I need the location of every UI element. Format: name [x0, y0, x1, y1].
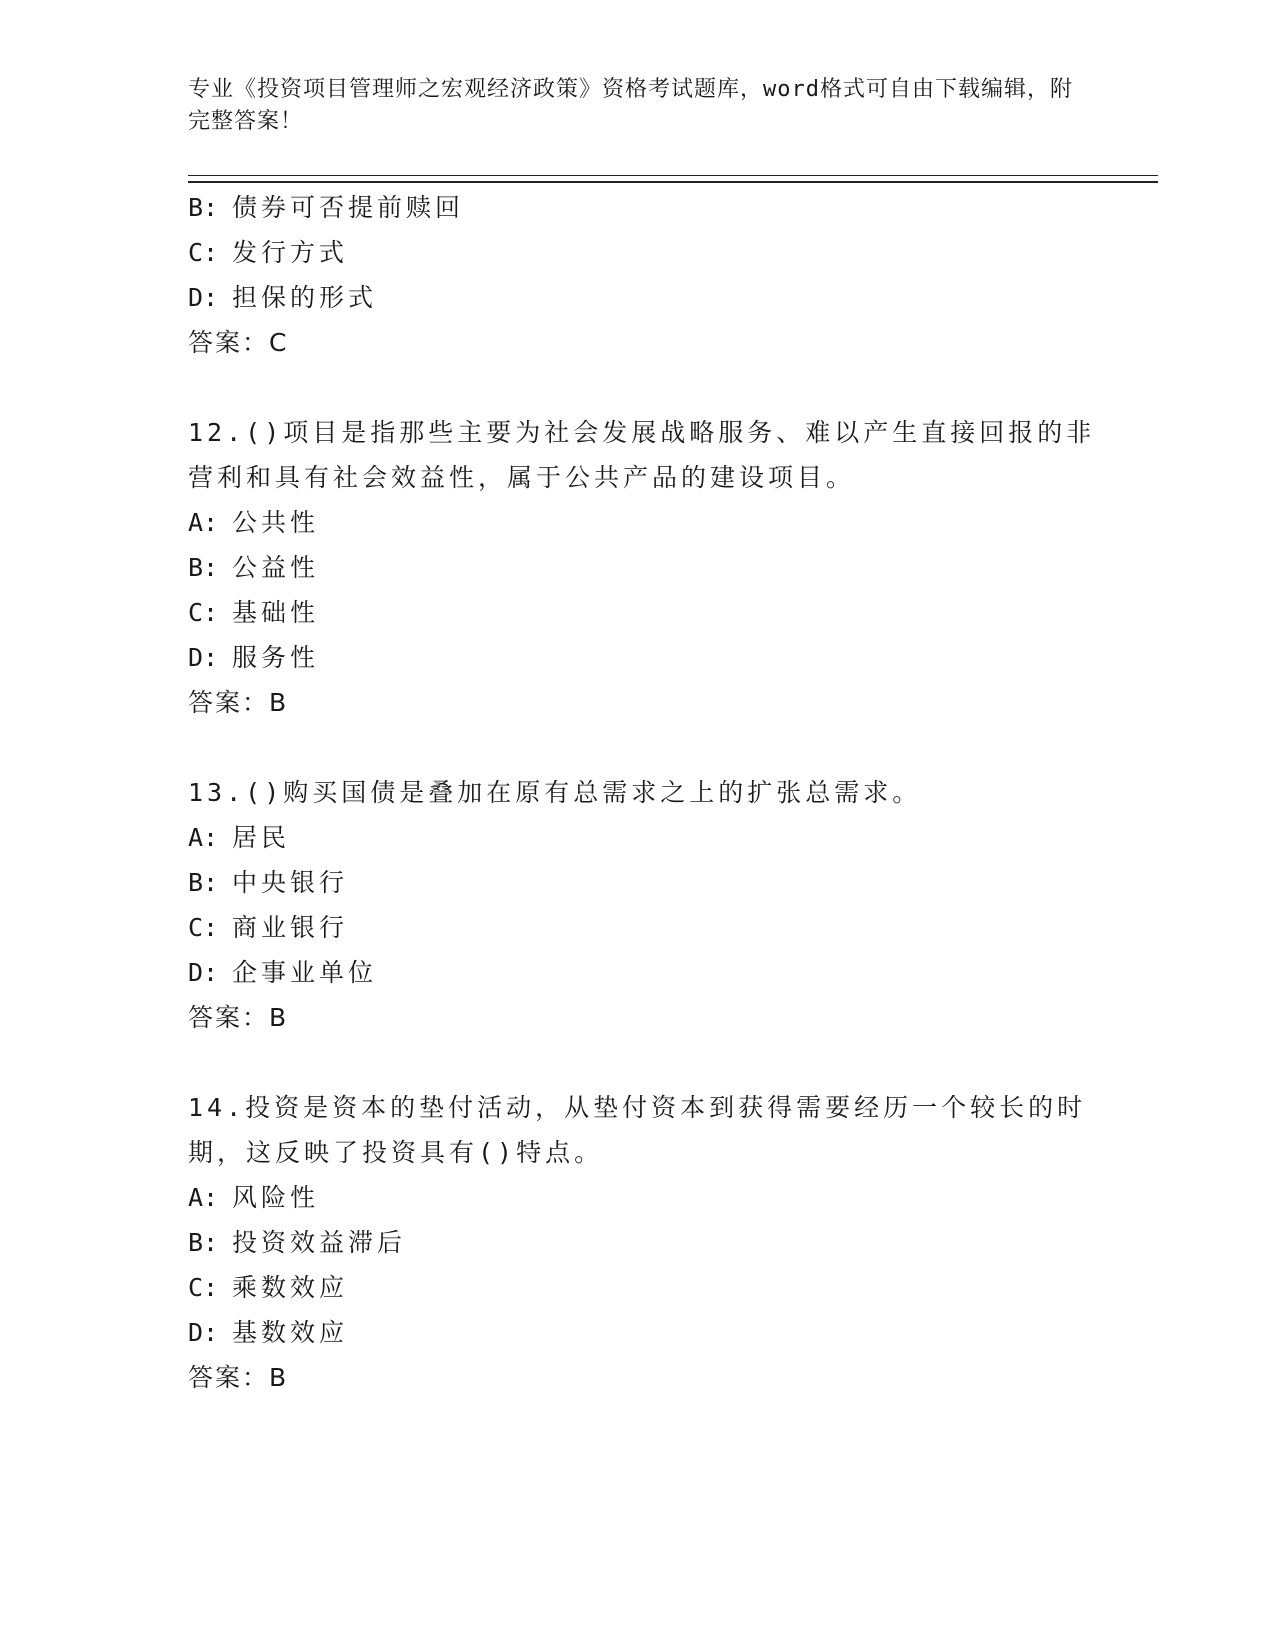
option-text: 投资效益滞后: [232, 1228, 407, 1257]
header-divider-bottom: [188, 181, 1158, 183]
header-divider-top: [188, 175, 1158, 176]
q12-option-a: [188, 508, 319, 538]
q14-stem-line1: 14.投资是资本的垫付活动，从垫付资本到获得需要经历一个较长的时: [188, 1093, 1087, 1122]
q13-option-d: [188, 958, 377, 988]
option-letter: A:: [188, 508, 219, 537]
q12-stem-line2: 营利和具有社会效益性，属于公共产品的建设项目。: [188, 463, 856, 492]
option-text: 乘数效应: [232, 1273, 349, 1302]
q11-answer: 答案：C: [188, 328, 289, 357]
q14-option-d: [188, 1318, 348, 1348]
option-letter: A:: [188, 823, 219, 852]
q12-stem-line1: 12.()项目是指那些主要为社会发展战略服务、难以产生直接回报的非: [188, 418, 1096, 447]
option-text: 公共性: [232, 508, 320, 537]
option-text: 中央银行: [232, 868, 349, 897]
option-letter: B:: [188, 193, 219, 222]
q13-answer: 答案：B: [188, 1003, 289, 1032]
option-text: 公益性: [232, 553, 320, 582]
q14-answer: 答案：B: [188, 1363, 289, 1392]
q11-option-d: [188, 283, 377, 313]
option-letter: D:: [188, 283, 219, 312]
option-letter: C:: [188, 238, 219, 267]
option-text: 债券可否提前赎回: [232, 193, 465, 222]
option-letter: B:: [188, 1228, 219, 1257]
q14-option-c: [188, 1273, 348, 1303]
option-text: 基数效应: [232, 1318, 349, 1347]
q14-option-b: [188, 1228, 406, 1258]
option-text: 风险性: [232, 1183, 320, 1212]
option-text: 担保的形式: [232, 283, 378, 312]
q13-option-c: [188, 913, 348, 943]
option-letter: B:: [188, 868, 219, 897]
option-text: 商业银行: [232, 913, 349, 942]
option-letter: D:: [188, 958, 219, 987]
option-letter: C:: [188, 598, 219, 627]
q13-option-b: [188, 868, 348, 898]
q11-option-b: [188, 193, 464, 223]
option-letter: A:: [188, 1183, 219, 1212]
document-header: 专业《投资项目管理师之宏观经济政策》资格考试题库，word格式可自由下载编辑，附完整答案！: [188, 77, 1073, 134]
q13-stem-line1: 13.()购买国债是叠加在原有总需求之上的扩张总需求。: [188, 778, 922, 807]
option-letter: B:: [188, 553, 219, 582]
q13-option-a: [188, 823, 290, 853]
q11-option-c: [188, 238, 348, 268]
q12-option-b: [188, 553, 319, 583]
option-text: 基础性: [232, 598, 320, 627]
option-letter: C:: [188, 1273, 219, 1302]
q12-option-d: [188, 643, 319, 673]
q14-stem-line2: 期，这反映了投资具有()特点。: [188, 1138, 604, 1167]
option-text: 企事业单位: [232, 958, 378, 987]
q12-option-c: [188, 598, 319, 628]
q12-answer: 答案：B: [188, 688, 289, 717]
option-text: 发行方式: [232, 238, 349, 267]
option-letter: C:: [188, 913, 219, 942]
option-text: 居民: [232, 823, 291, 852]
option-letter: D:: [188, 643, 219, 672]
option-letter: D:: [188, 1318, 219, 1347]
option-text: 服务性: [232, 643, 320, 672]
q14-option-a: [188, 1183, 319, 1213]
